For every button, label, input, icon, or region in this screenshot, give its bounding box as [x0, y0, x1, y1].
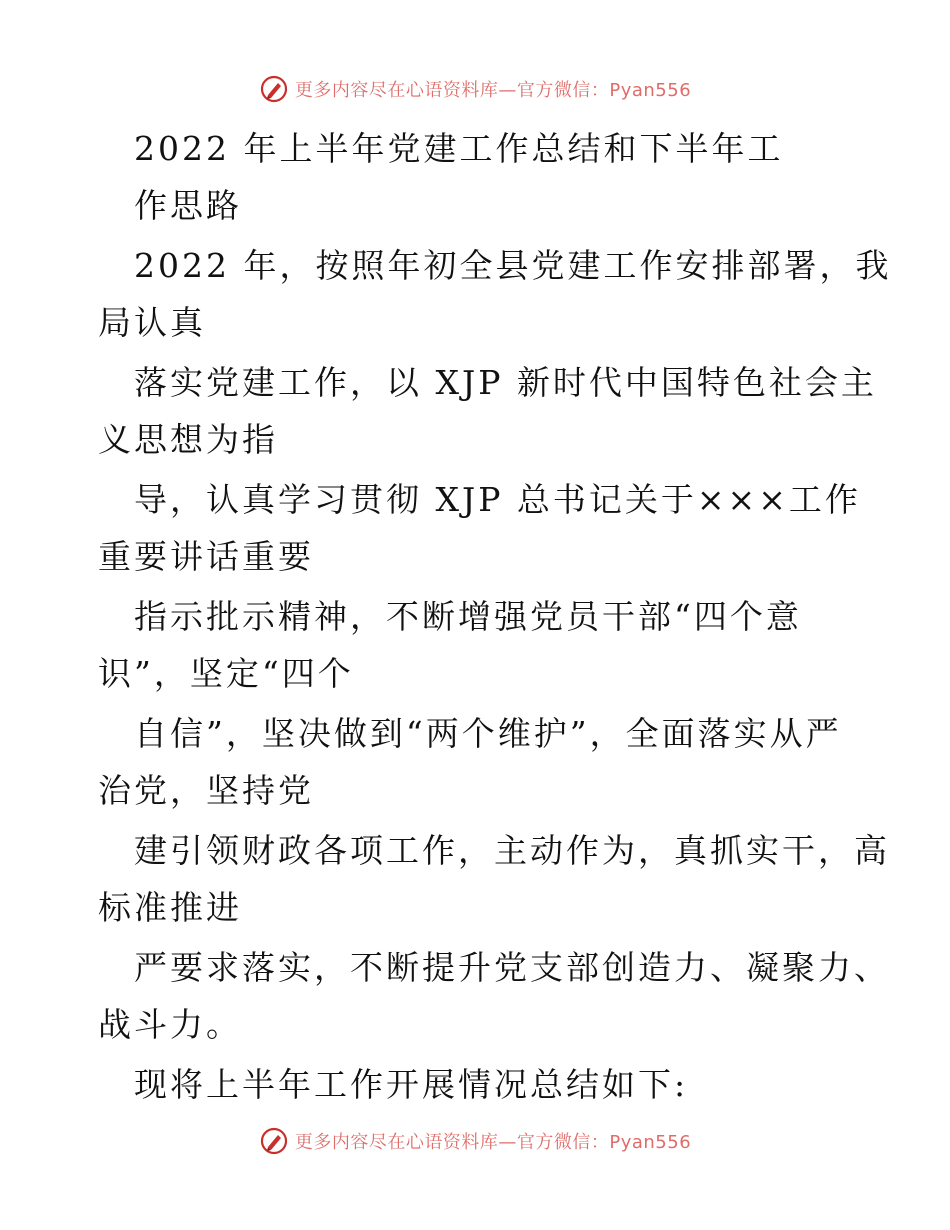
pen-logo-icon [259, 1126, 289, 1156]
paragraph-line: 导，认真学习贯彻 XJP 总书记关于×××工作 [134, 480, 861, 519]
paragraph-line: 指示批示精神，不断增强党员干部“四个意 [134, 597, 802, 636]
paragraph-line: 落实党建工作，以 XJP 新时代中国特色社会主 [134, 363, 877, 402]
title-line-1: 2022 年上半年党建工作总结和下半年工 [134, 129, 784, 168]
watermark-text: 更多内容尽在心语资料库—官方微信：Pyan556 [294, 1132, 692, 1153]
title-line-2: 作思路 [134, 186, 242, 225]
watermark-text: 更多内容尽在心语资料库—官方微信：Pyan556 [294, 80, 692, 101]
paragraph-line: 严要求落实，不断提升党支部创造力、凝聚力、 [134, 948, 890, 987]
paragraph-line: 义思想为指 [98, 420, 278, 459]
paragraph-line: 标准推进 [98, 888, 242, 927]
paragraph-line: 现将上半年工作开展情况总结如下: [134, 1065, 689, 1104]
watermark-footer [0, 1124, 950, 1158]
paragraph-line: 自信”，坚决做到“两个维护”，全面落实从严 [134, 714, 842, 753]
paragraph-line: 2022 年，按照年初全县党建工作安排部署，我 [134, 246, 892, 285]
paragraph-line: 建引领财政各项工作，主动作为，真抓实干，高 [134, 831, 890, 870]
paragraph-line: 战斗力。 [98, 1005, 242, 1044]
paragraph-line: 局认真 [98, 303, 206, 342]
paragraph-line: 治党，坚持党 [98, 771, 314, 810]
paragraph-line: 重要讲话重要 [98, 537, 314, 576]
paragraph-line: 识”，坚定“四个 [98, 654, 354, 693]
